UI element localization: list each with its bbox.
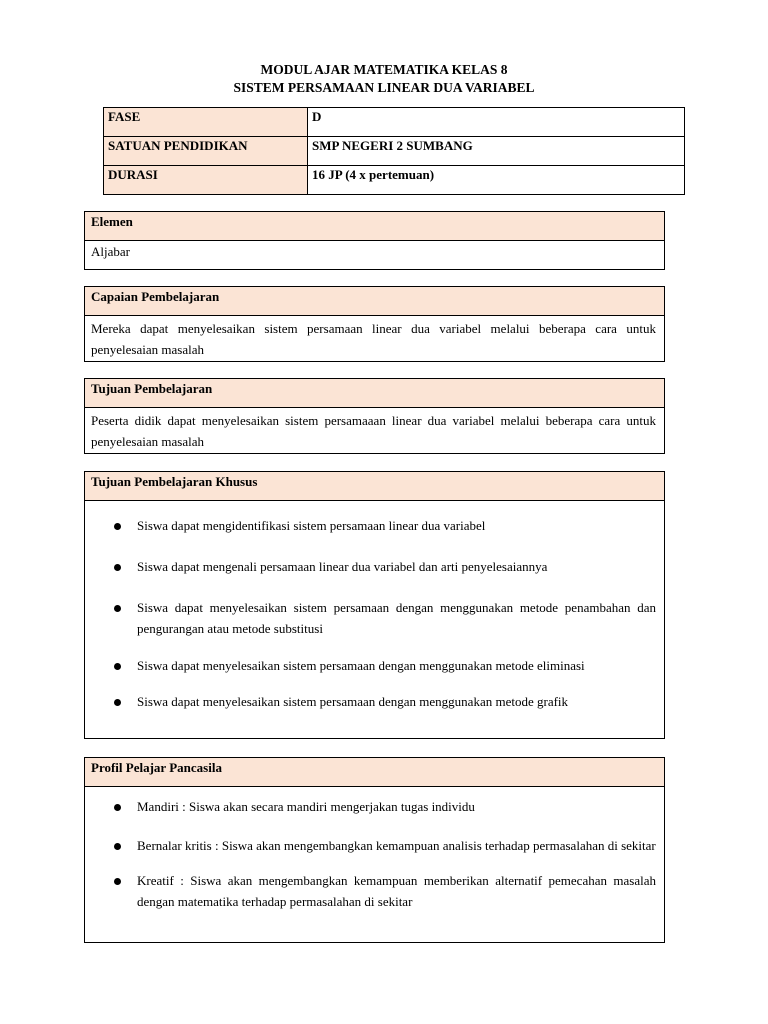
section-tujuan — [84, 378, 665, 454]
list-item — [85, 655, 656, 676]
list-item — [85, 835, 656, 856]
section-heading: Elemen — [85, 212, 664, 241]
list-item-text: Bernalar kritis : Siswa akan mengembangkan kemampuan analisis terhadap permasalahan di sekitar — [137, 838, 656, 853]
info-row-fase — [104, 108, 685, 137]
list-item-text: Kreatif : Siswa akan mengembangkan kemampuan memberikan alternatif pemecahan masalah dengan matematika terhadap permasalahan di sekitar — [137, 873, 656, 909]
list-item — [85, 556, 656, 577]
bullet-icon — [114, 663, 121, 670]
info-value: 16 JP (4 x pertemuan) — [308, 166, 685, 195]
bullet-icon — [114, 804, 121, 811]
info-table — [103, 107, 685, 195]
bullet-icon — [114, 699, 121, 706]
bullet-list — [85, 787, 664, 918]
bullet-icon — [114, 564, 121, 571]
list-item — [85, 691, 656, 712]
list-item — [85, 870, 656, 912]
list-item-text: Siswa dapat menyelesaikan sistem persamaan dengan menggunakan metode penambahan dan pengurangan atau metode substitusi — [137, 600, 656, 636]
document-subtitle: SISTEM PERSAMAAN LINEAR DUA VARIABEL — [233, 80, 535, 95]
section-tujuan-khusus — [84, 471, 665, 739]
section-heading: Tujuan Pembelajaran Khusus — [85, 472, 664, 501]
bullet-icon — [114, 605, 121, 612]
info-value: SMP NEGERI 2 SUMBANG — [308, 137, 685, 166]
list-item-text: Siswa dapat menyelesaikan sistem persamaan dengan menggunakan metode grafik — [137, 694, 569, 709]
bullet-icon — [114, 523, 121, 530]
section-profil-pancasila — [84, 757, 665, 943]
list-item-text: Siswa dapat menyelesaikan sistem persamaan dengan menggunakan metode eliminasi — [137, 658, 585, 673]
bullet-icon — [114, 843, 121, 850]
section-heading: Capaian Pembelajaran — [85, 287, 664, 316]
list-item — [85, 796, 656, 817]
info-row-durasi — [104, 166, 685, 195]
bullet-list — [85, 501, 664, 718]
list-item — [85, 515, 656, 536]
section-elemen — [84, 211, 665, 270]
section-capaian — [84, 286, 665, 362]
section-heading: Tujuan Pembelajaran — [85, 379, 664, 408]
section-text: Aljabar — [91, 244, 130, 259]
info-value: D — [308, 108, 685, 137]
list-item-text: Siswa dapat mengenali persamaan linear dua variabel dan arti penyelesaiannya — [137, 559, 548, 574]
list-item-text: Siswa dapat mengidentifikasi sistem persamaan linear dua variabel — [137, 518, 486, 533]
section-heading: Profil Pelajar Pancasila — [85, 758, 664, 787]
info-label: FASE — [104, 108, 308, 137]
document-title: MODUL AJAR MATEMATIKA KELAS 8 — [260, 62, 508, 77]
section-text: Mereka dapat menyelesaikan sistem persamaan linear dua variabel melalui beberapa cara untuk penyelesaian masalah — [91, 321, 656, 357]
info-label: DURASI — [104, 166, 308, 195]
info-label: SATUAN PENDIDIKAN — [104, 137, 308, 166]
list-item — [85, 597, 656, 639]
bullet-icon — [114, 878, 121, 885]
list-item-text: Mandiri : Siswa akan secara mandiri mengerjakan tugas individu — [137, 799, 475, 814]
section-text: Peserta didik dapat menyelesaikan sistem persamaaan linear dua variabel melalui beberapa cara untuk penyelesaian masalah — [91, 413, 656, 449]
info-row-satuan — [104, 137, 685, 166]
